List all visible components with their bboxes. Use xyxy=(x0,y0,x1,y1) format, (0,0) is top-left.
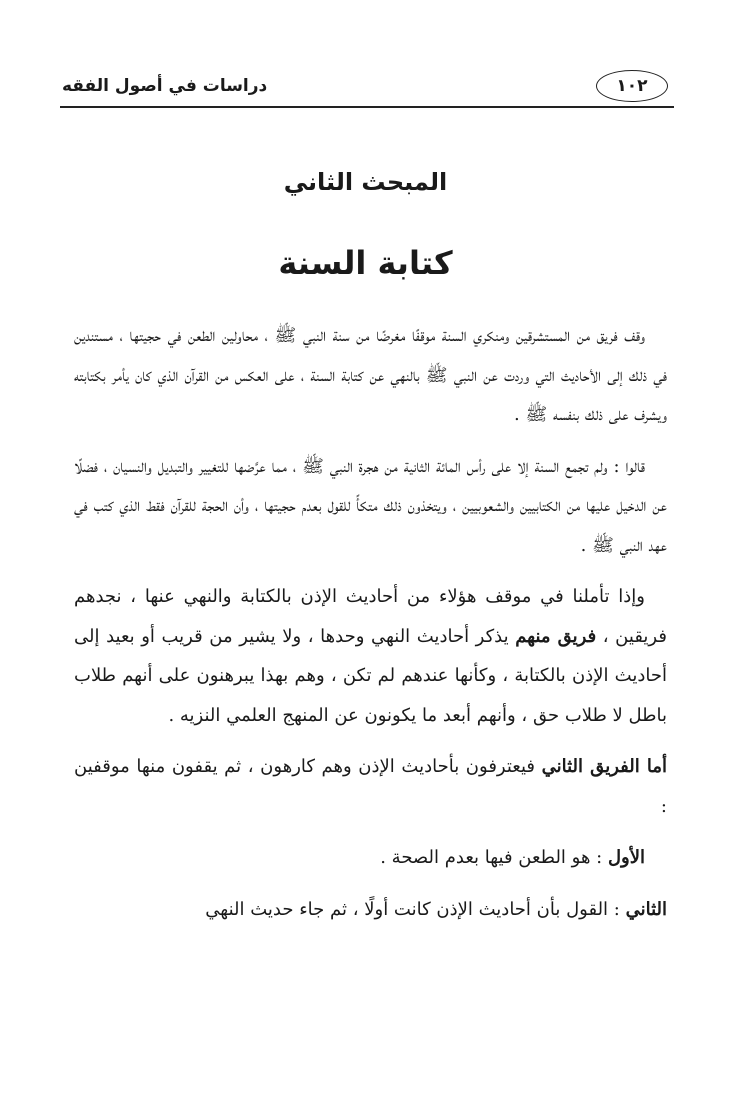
paragraph-6-bold: الثاني xyxy=(625,898,667,920)
paragraph-3 xyxy=(74,577,667,735)
paragraph-3-bold: فريق منهم xyxy=(515,625,597,647)
book-title: دراسات في أصول الفقه xyxy=(62,76,268,96)
paragraph-4 xyxy=(74,747,667,826)
paragraph-3-lead: وإذا تأملنا في موقف هؤلاء من أحاديث الإذن بالكتابة والنهي عنها ، نجدهم فريقين ، xyxy=(74,586,667,647)
paragraph-6 xyxy=(74,890,667,930)
paragraph-1: وقف فريق من المستشرقين ومنكري السنة موقفًا مغرضًا من سنة النبي ﷺ ، محاولين الطعن في حجيتها ، مستندين في ذلك إلى الأحاديث التي وردت عن النبي ﷺ بالنهي عن كتابة السنة ، على العكس من القرآن الذي كان يأمر بكتابته ويشرف على ذلك بنفسه ﷺ . xyxy=(74,325,667,425)
paragraph-4-bold: أما الفريق الثاني xyxy=(541,756,668,777)
paragraph-5-rest: : هو الطعن فيها بعدم الصحة . xyxy=(380,847,608,868)
paragraph-5 xyxy=(74,838,667,878)
body-text xyxy=(74,316,667,929)
paragraph-3-rest: يذكر أحاديث النهي وحدها ، ولا يشير من قريب أو بعيد إلى أحاديث الإذن بالكتابة ، وكأنها عندهم لم تكن ، وهم بهذا يبرهنون على أنهم طلاب باطل لا طلاب حق ، وأنهم أبعد ما يكونون عن المنهج العلمي النزيه . xyxy=(74,625,667,726)
paragraph-4-rest: فيعترفون بأحاديث الإذن وهم كارهون ، ثم يقفون منها موقفين : xyxy=(74,756,667,817)
chapter-title: كتابة السنة xyxy=(278,244,453,282)
page-number: ١٠٢ xyxy=(596,70,668,102)
paragraph-5-bold: الأول xyxy=(607,847,645,868)
paragraph-2: قالوا : ولم تجمع السنة إلا على رأس المائة الثانية من هجرة النبي ﷺ ، مما عرَّضها للتغيير والتبديل والنسيان ، فضلًا عن الدخيل عليها من الكتابيين والشعوبيين ، ويتخذون ذلك متكأً للقول بعدم حجيتها ، وأن الحجة للقرآن فقط الذي كتب في عهد النبي ﷺ . xyxy=(74,455,667,556)
header-rule xyxy=(60,106,674,108)
paragraph-6-rest: : القول بأن أحاديث الإذن كانت أولًا ، ثم جاء حديث النهي xyxy=(205,898,626,920)
running-header xyxy=(60,66,674,118)
section-label: المبحث الثاني xyxy=(283,168,448,196)
